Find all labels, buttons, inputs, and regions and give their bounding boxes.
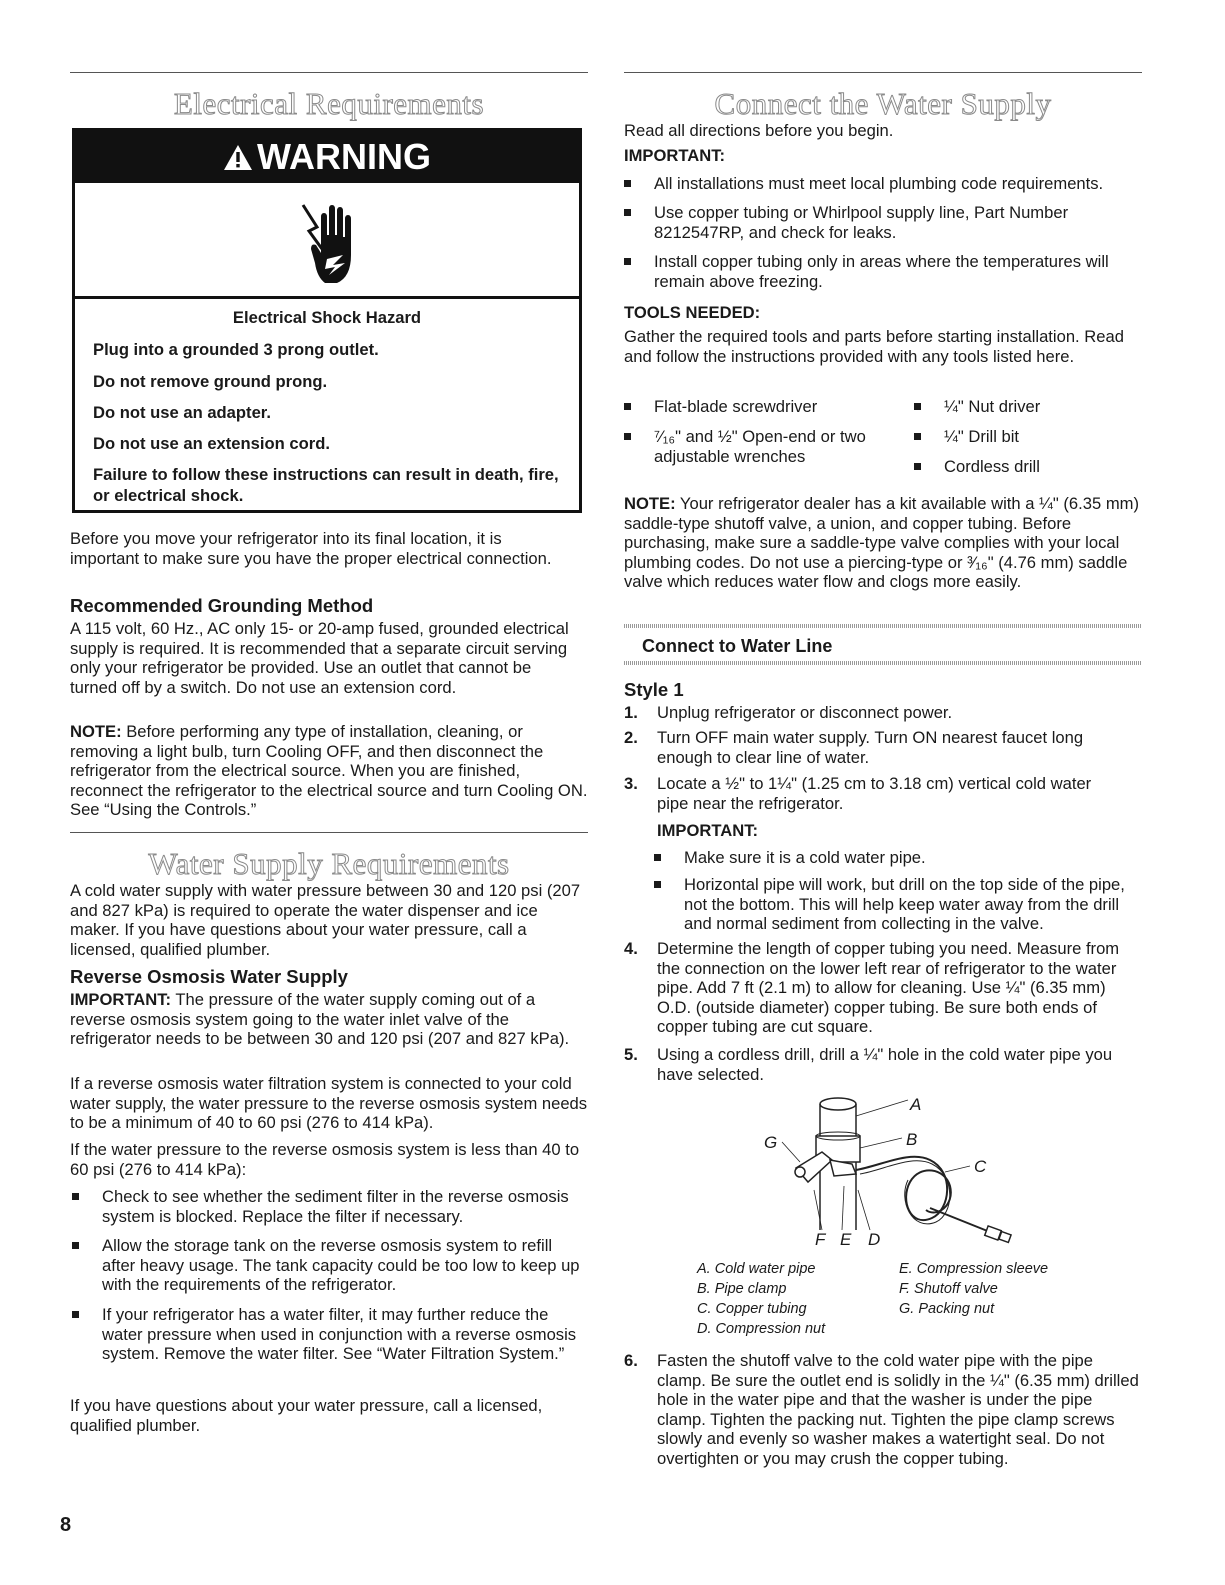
grounding-text: A 115 volt, 60 Hz., AC only 15- or 20-amp fused, grounded electrical supply is required. It is recommended that a separate circuit serving only your refrigerator be provided. Use an outlet that cannot be turned off by a switch. Do not use an extension cord. <box>70 619 569 697</box>
diagram-label-d: D <box>868 1230 881 1249</box>
shock-hazard-icon <box>299 197 359 291</box>
top-rule-right <box>624 72 1142 73</box>
diagram-label-g: G <box>764 1133 778 1152</box>
diagram-label-b: B <box>906 1130 918 1149</box>
warning-line: Do not use an extension cord. <box>93 434 330 453</box>
tools-label: TOOLS NEEDED: <box>624 303 761 322</box>
water-intro: A cold water supply with water pressure between 30 and 120 psi (207 and 827 kPa) is required to operate the water dispenser and ice maker. If you have questions about your water pressure, call a licensed, qualified plumber. <box>70 881 581 959</box>
diagram-label-c: C <box>974 1157 987 1176</box>
warning-line: Do not remove ground prong. <box>93 372 328 391</box>
page-number: 8 <box>60 1514 72 1536</box>
subheading-hatch-top <box>624 624 1142 628</box>
kit-note <box>624 494 1142 592</box>
subheading-hatch-bottom <box>624 661 1142 665</box>
note-text: Before performing any type of installation, cleaning, or removing a light bulb, turn Cooling OFF, and then disconnect the refrigerator from the electrical source. When you are finished, reconnect the refrigerator to the electrical source and turn Cooling ON. See “Using the Controls.” <box>70 722 588 820</box>
warning-separator <box>75 296 579 299</box>
read-directions: Read all directions before you begin. <box>624 121 894 140</box>
grounding-heading: Recommended Grounding Method <box>70 595 374 616</box>
step3-important-label: IMPORTANT: <box>657 821 759 840</box>
top-rule-left <box>70 72 588 73</box>
tools-text: Gather the required tools and parts before starting installation. Read and follow the instructions provided with any tools listed here. <box>624 327 1124 366</box>
diagram-caption: D. Compression nut <box>697 1321 826 1337</box>
ro-paragraph: If a reverse osmosis water filtration system is connected to your cold water supply, the water pressure to the reverse osmosis system needs to be a minimum of 40 to 60 psi (276 to 414 kPa). <box>70 1074 588 1133</box>
diagram-caption: G. Packing nut <box>899 1301 995 1317</box>
diagram-label-e: E <box>840 1230 852 1249</box>
warning-box <box>72 128 582 513</box>
section-rule-left <box>70 832 588 833</box>
section-title-electrical: Electrical Requirements <box>173 86 485 121</box>
warning-hazard-title: Electrical Shock Hazard <box>232 308 422 327</box>
shutoff-valve-diagram <box>760 1090 1030 1255</box>
connect-water-line-heading: Connect to Water Line <box>642 636 833 656</box>
diagram-caption: A. Cold water pipe <box>697 1261 816 1277</box>
ro-final: If you have questions about your water pressure, call a licensed, qualified plumber. <box>70 1396 543 1435</box>
ro-paragraph: If the water pressure to the reverse osmosis system is less than 40 to 60 psi (276 to 414 kPa): <box>70 1140 580 1179</box>
note-label: NOTE: <box>70 722 122 741</box>
diagram-caption: E. Compression sleeve <box>899 1261 1049 1277</box>
section-title-water-supply: Water Supply Requirements <box>148 846 510 881</box>
warning-banner <box>75 131 579 183</box>
electrical-intro: Before you move your refrigerator into its final location, it is important to make sure you have the proper electrical connection. <box>70 529 552 568</box>
kit-note-text: Your refrigerator dealer has a kit available with a ¼" (6.35 mm) saddle-type shutoff valve, a union, and copper tubing. Before purchasing, make sure a saddle-type valve complies with your local plumbing codes. Do not use a piercing-type or ³⁄₁₆" (4.76 mm) saddle valve which reduces water flow and clogs more easily. <box>624 494 1139 592</box>
electrical-note <box>70 722 588 820</box>
ro-heading: Reverse Osmosis Water Supply <box>70 966 348 987</box>
ro-important-label: IMPORTANT: <box>70 990 172 1009</box>
diagram-label-a: A <box>910 1095 922 1114</box>
diagram-caption: B. Pipe clamp <box>697 1281 787 1297</box>
kit-note-label: NOTE: <box>624 494 676 513</box>
warning-banner-text: WARNING <box>257 136 431 177</box>
section-title-connect: Connect the Water Supply <box>714 86 1052 121</box>
ro-important <box>70 990 582 1049</box>
ro-important-text: The pressure of the water supply coming out of a reverse osmosis system going to the water inlet valve of the refrigerator needs to be between 30 and 120 psi (207 and 827 kPa). <box>70 990 570 1049</box>
diagram-label-f: F <box>815 1230 826 1249</box>
warning-line: Failure to follow these instructions can result in death, fire, or electrical shock. <box>93 465 559 505</box>
warning-triangle-icon <box>223 133 253 185</box>
diagram-caption: C. Copper tubing <box>697 1301 807 1317</box>
warning-line: Plug into a grounded 3 prong outlet. <box>93 340 379 359</box>
important-label: IMPORTANT: <box>624 146 726 165</box>
warning-line: Do not use an adapter. <box>93 403 271 422</box>
diagram-caption: F. Shutoff valve <box>899 1281 998 1297</box>
style-heading: Style 1 <box>624 679 684 700</box>
